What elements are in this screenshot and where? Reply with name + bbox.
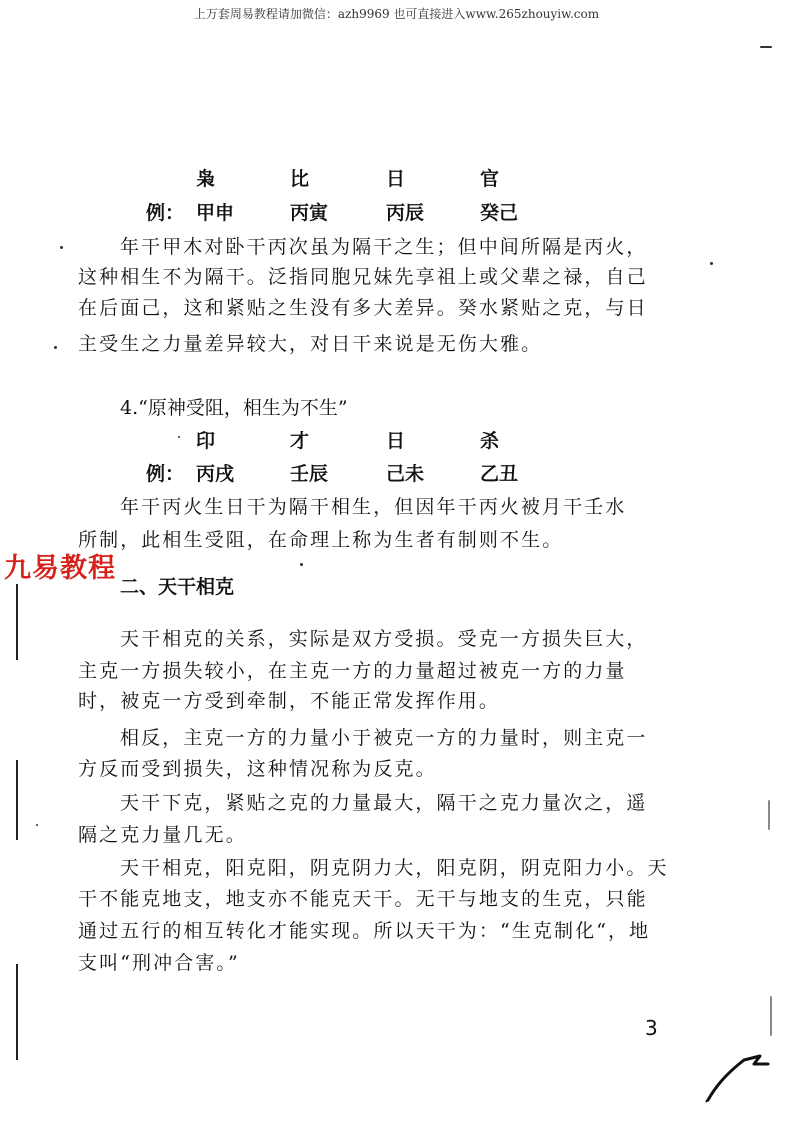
scan-speck (60, 246, 63, 249)
paragraph-6-line-4: 支叫“刑冲合害。” (78, 952, 240, 974)
paragraph-2-line-2: 所制，此相生受阻，在命理上称为生者有制则不生。 (78, 529, 564, 551)
example-2-pillar-1: 丙戌 (196, 463, 235, 485)
example-1-pillar-4: 癸己 (480, 202, 519, 224)
paragraph-5-line-1: 天干下克，紧贴之克的力量最大，隔干之克力量次之，遥 (120, 792, 648, 814)
scan-binding-line (16, 760, 18, 840)
example-2-pillar-4: 乙丑 (480, 463, 519, 485)
paragraph-3-line-3: 时，被克一方受到牵制，不能正常发挥作用。 (78, 690, 501, 712)
paragraph-6-line-3: 通过五行的相互转化才能实现。所以天干为：“生克制化“，地 (78, 920, 651, 942)
site-logo-watermark: 九易教程 (4, 553, 116, 584)
example-1-label-3: 日 (386, 168, 406, 190)
corner-scribble-icon (700, 1050, 780, 1110)
scan-binding-line (16, 584, 18, 660)
example-2-label-4: 杀 (480, 430, 500, 452)
paragraph-1-line-3: 在后面己，这和紧贴之生没有多大差异。癸水紧贴之克，与日 (78, 297, 648, 319)
example-2-label-3: 日 (386, 430, 406, 452)
example-1-label-4: 官 (480, 168, 500, 190)
paragraph-3-line-2: 主克一方损失较小，在主克一方的力量超过被克一方的力量 (78, 660, 627, 682)
example-1-prefix: 例： (146, 202, 185, 224)
example-1-pillar-2: 丙寅 (290, 202, 329, 224)
scan-speck (54, 346, 57, 349)
scan-speck (760, 46, 772, 48)
scan-speck (178, 436, 180, 438)
scan-speck (768, 800, 770, 830)
paragraph-1-line-1: 年干甲木对卧干丙次虽为隔干之生；但中间所隔是丙火， (120, 236, 648, 258)
example-2-label-1: 印 (196, 430, 216, 452)
scan-speck (300, 563, 303, 566)
scan-speck (770, 996, 772, 1036)
header-watermark: 上万套周易教程请加微信：azh9969 也可直接进入www.265zhouyiw.com (193, 7, 600, 21)
page-number: 3 (645, 1016, 658, 1040)
scan-speck (36, 824, 38, 826)
paragraph-1-line-4: 主受生之力量差异较大，对日干来说是无伤大雅。 (78, 333, 543, 355)
paragraph-6-line-1: 天干相克，阳克阳，阴克阴力大，阳克阴，阴克阳力小。天 (120, 857, 669, 879)
scan-speck (710, 262, 713, 265)
example-1-label-2: 比 (290, 168, 310, 190)
example-2-pillar-3: 己未 (386, 463, 425, 485)
paragraph-1-line-2: 这种相生不为隔干。泛指同胞兄妹先享祖上或父辈之禄，自己 (78, 266, 648, 288)
paragraph-4-line-1: 相反，主克一方的力量小于被克一方的力量时，则主克一 (120, 727, 648, 749)
section-4-title: 4.“原神受阻，相生为不生” (120, 397, 348, 419)
paragraph-5-line-2: 隔之克力量几无。 (78, 824, 247, 846)
scan-binding-line (16, 964, 18, 1060)
paragraph-2-line-1: 年干丙火生日干为隔干相生，但因年干丙火被月干壬水 (120, 496, 627, 518)
example-1-pillar-3: 丙辰 (386, 202, 425, 224)
example-1-label-1: 枭 (196, 168, 216, 190)
paragraph-6-line-2: 干不能克地支，地支亦不能克天干。无干与地支的生克，只能 (78, 888, 648, 910)
paragraph-4-line-2: 方反而受到损失，这种情况称为反克。 (78, 758, 437, 780)
example-1-pillar-1: 甲申 (196, 202, 235, 224)
example-2-prefix: 例： (146, 463, 185, 485)
section-2-title: 二、天干相克 (120, 576, 235, 598)
paragraph-3-line-1: 天干相克的关系，实际是双方受损。受克一方损失巨大， (120, 628, 648, 650)
example-2-pillar-2: 壬辰 (290, 463, 329, 485)
example-2-label-2: 才 (290, 430, 310, 452)
